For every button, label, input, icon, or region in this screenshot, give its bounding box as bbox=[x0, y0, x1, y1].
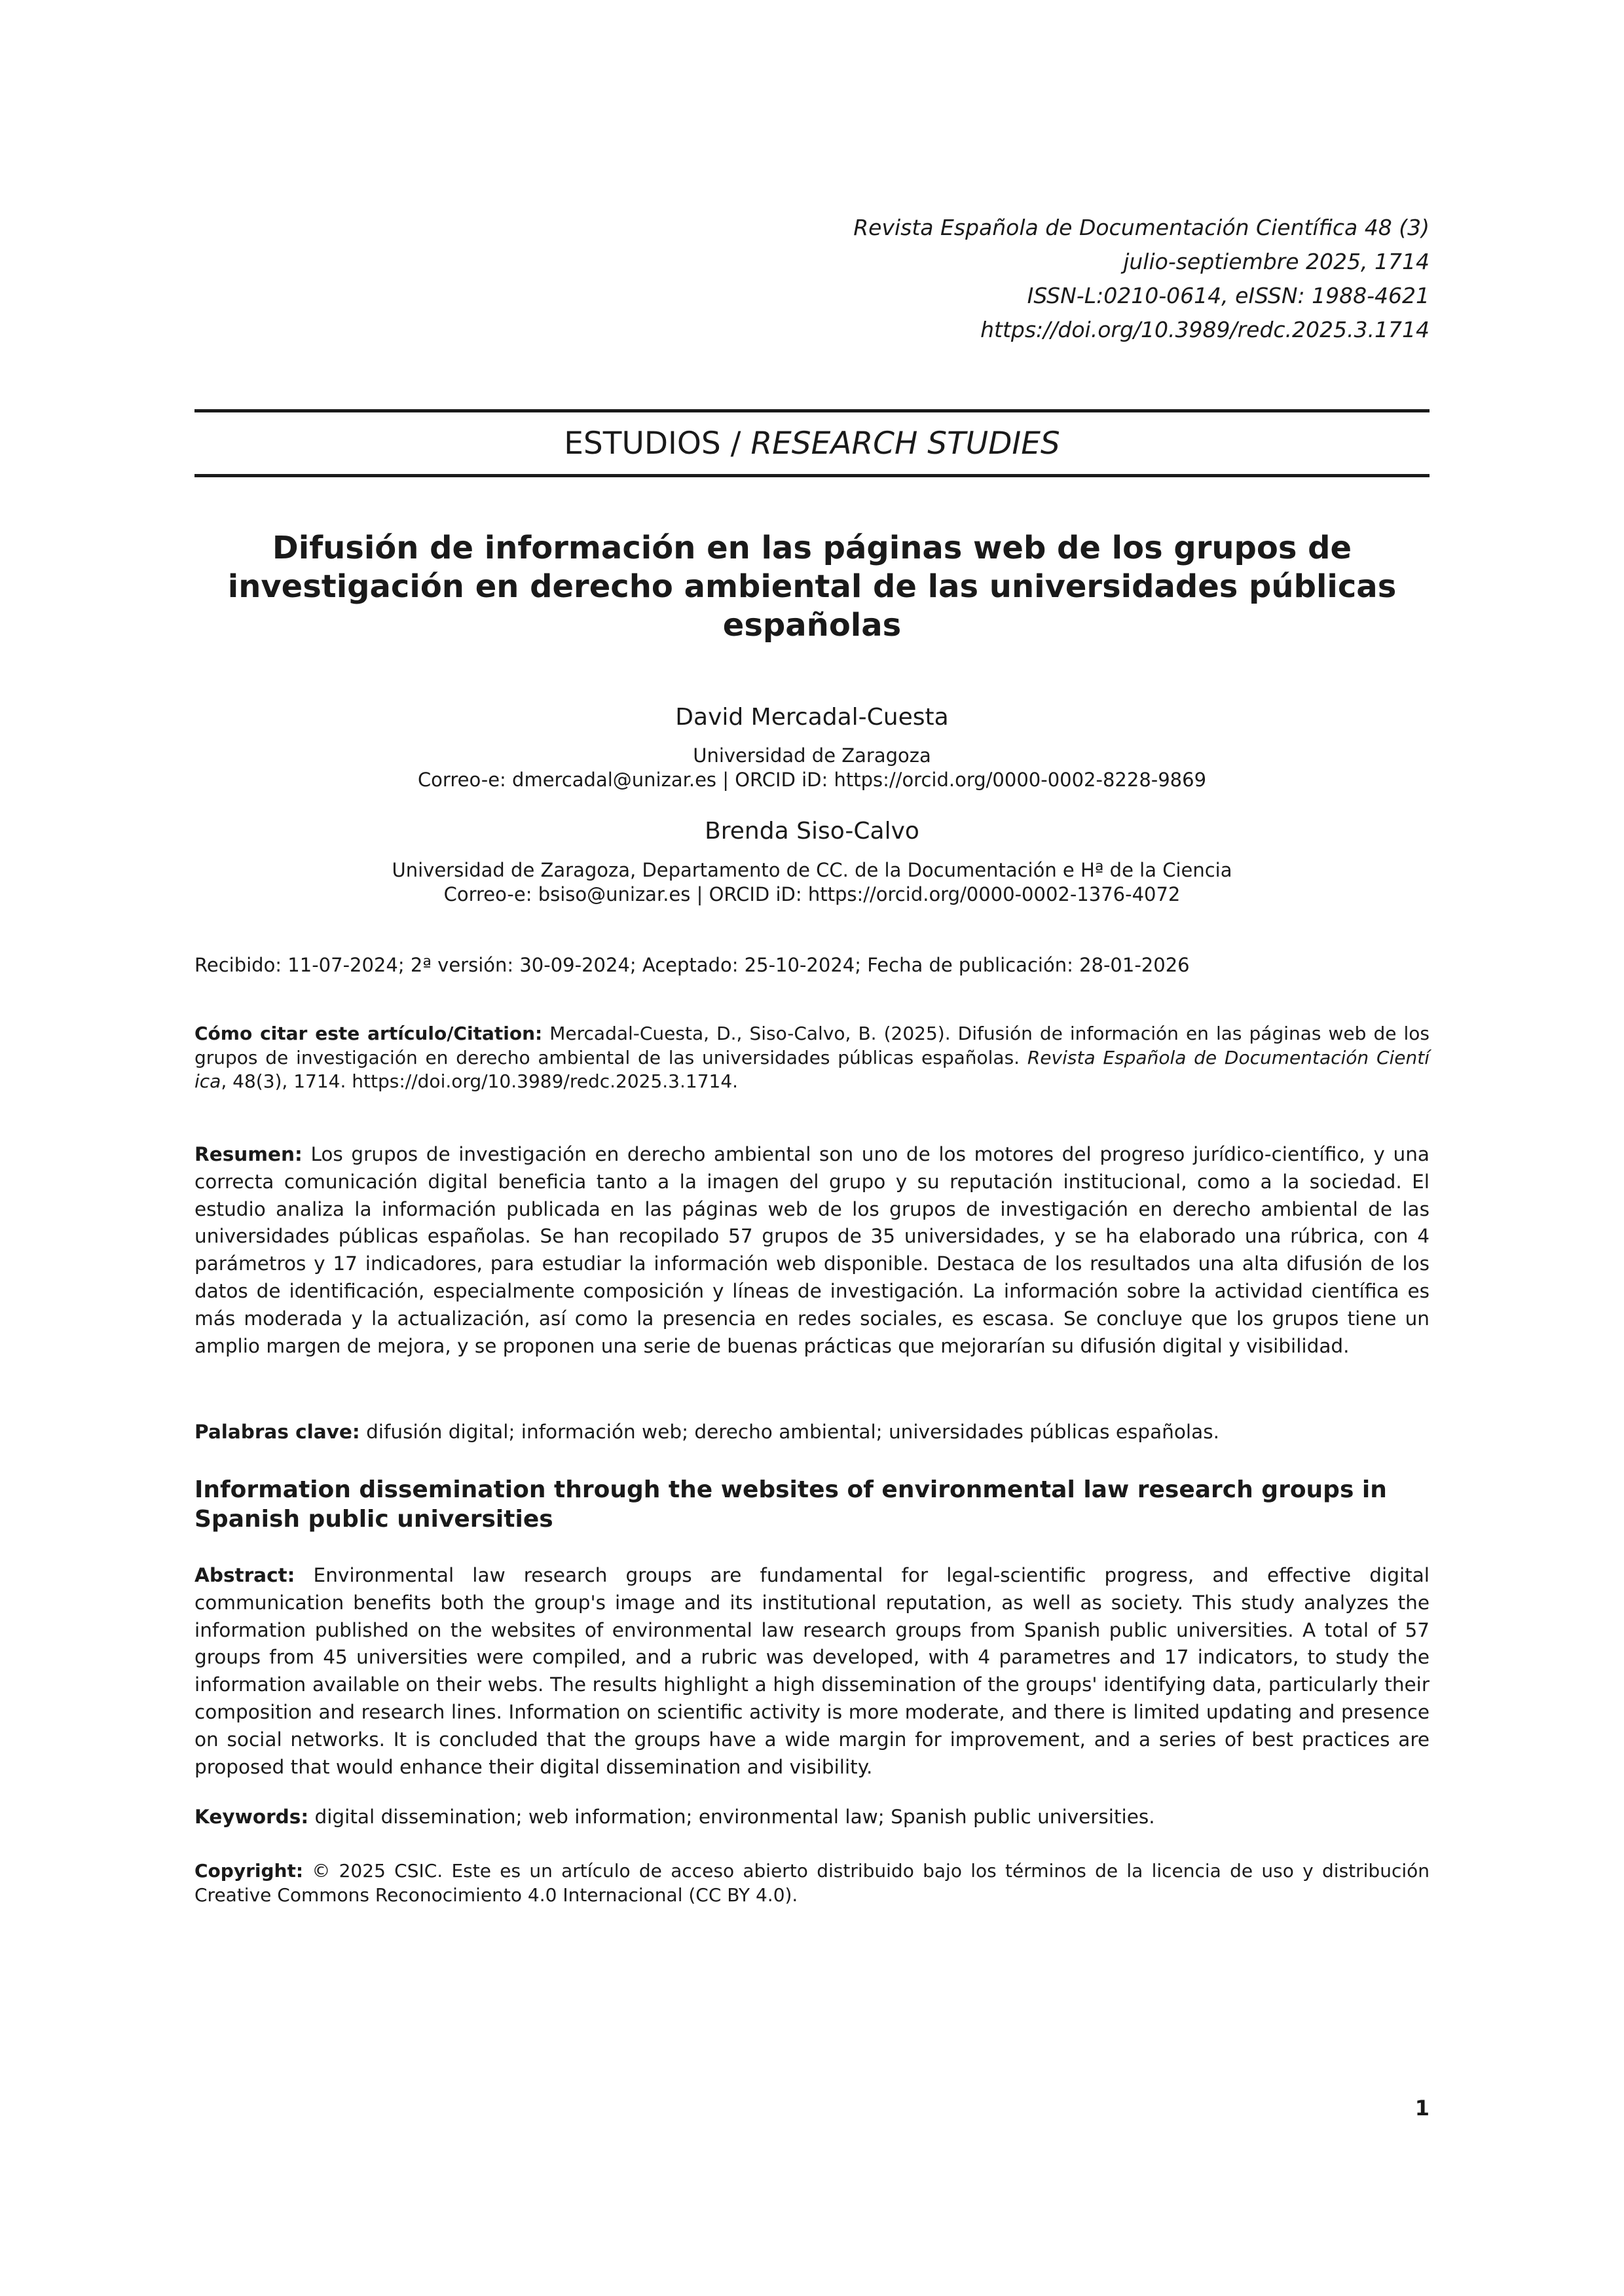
section-label-en: RESEARCH STUDIES bbox=[750, 426, 1060, 462]
keywords-label: Keywords: bbox=[194, 1806, 309, 1828]
author-contact[interactable]: Correo-e: dmercadal@unizar.es | ORCID iD: https://orcid.org/0000-0002-8228-9869 bbox=[417, 769, 1207, 791]
palabras-clave-label: Palabras clave: bbox=[194, 1421, 360, 1443]
article-title: Difusión de información en las páginas web de los grupos de investigación en derecho ambiental de las universidades públicas españolas bbox=[227, 530, 1397, 644]
section-rule-top bbox=[194, 409, 1430, 412]
palabras-clave-text: difusión digital; información web; derecho ambiental; universidades públicas españolas. bbox=[360, 1421, 1219, 1443]
section-rule-bottom bbox=[194, 474, 1430, 477]
publication-dates: Recibido: 11-07-2024; 2ª versión: 30-09-2024; Aceptado: 25-10-2024; Fecha de publicación: 28-01-2026 bbox=[194, 954, 1190, 976]
citation-text: Mercadal-Cuesta, D., Siso-Calvo, B. (2025). Difusión de información en las páginas web de los grupos de investigación en derecho ambiental de las universidades públicas españolas. bbox=[194, 1023, 1430, 1068]
abstract-block bbox=[194, 1562, 1430, 1781]
copyright-text: © 2025 CSIC. Este es un artículo de acceso abierto distribuido bajo los términos de la licencia de uso y distribución Creative Commons Reconocimiento 4.0 Internacional (CC BY 4.0). bbox=[194, 1860, 1430, 1906]
citation-label: Cómo citar este artículo/Citation: bbox=[194, 1023, 543, 1044]
author-name: Brenda Siso-Calvo bbox=[705, 818, 919, 845]
resumen-text: Los grupos de investigación en derecho ambiental son uno de los motores del progreso jurídico-científico, y una correcta comunicación digital beneficia tanto a la imagen del grupo y su reputación institucional, como a la sociedad. El estudio analiza la información publicada en las páginas web de los grupos de investigación en derecho ambiental de las universidades públicas españolas. Se han recopilado 57 grupos de 35 universidades, y se ha elaborado una rúbrica, con 4 parámetros y 17 indicadores, para estudiar la información web disponible. Destaca de los resultados una alta difusión de los datos de identificación, especialmente composición y líneas de investigación. La información sobre la actividad científica es más moderada y la actualización, así como la presencia en redes sociales, es escasa. Se concluye que los grupos tiene un amplio margen de mejora, y se proponen una serie de buenas prácticas que mejorarían su difusión digital y visibilidad. bbox=[194, 1143, 1430, 1357]
copyright-label: Copyright: bbox=[194, 1860, 304, 1882]
copyright-block bbox=[194, 1859, 1430, 1907]
citation-journal: Revista Española de Documentación Cientí ica bbox=[194, 1046, 1430, 1092]
author-contact[interactable]: Correo-e: bsiso@unizar.es | ORCID iD: https://orcid.org/0000-0002-1376-4072 bbox=[443, 883, 1181, 905]
journal-name: Revista Española de Documentación Científica 48 (3) bbox=[853, 215, 1430, 240]
journal-doi-link[interactable]: https://doi.org/10.3989/redc.2025.3.1714 bbox=[980, 317, 1430, 342]
author-affiliation: Universidad de Zaragoza, Departamento de CC. de la Documentación e Hª de la Ciencia bbox=[392, 859, 1232, 881]
resumen-block bbox=[194, 1141, 1430, 1360]
citation-rest[interactable]: , 48(3), 1714. https://doi.org/10.3989/redc.2025.3.1714. bbox=[221, 1070, 739, 1092]
section-label bbox=[194, 424, 1430, 464]
resumen-label: Resumen: bbox=[194, 1143, 303, 1165]
keywords-block bbox=[194, 1804, 1430, 1831]
author-name: David Mercadal-Cuesta bbox=[675, 704, 949, 731]
abstract-label: Abstract: bbox=[194, 1564, 295, 1586]
journal-issue-date: julio-septiembre 2025, 1714 bbox=[1123, 249, 1430, 274]
journal-issn: ISSN-L:0210-0614, eISSN: 1988-4621 bbox=[1027, 283, 1430, 308]
keywords-text: digital dissemination; web information; environmental law; Spanish public universities. bbox=[308, 1806, 1155, 1828]
english-title: Information dissemination through the websites of environmental law research groups in Spanish public universities bbox=[194, 1476, 1387, 1533]
abstract-text: Environmental law research groups are fundamental for legal-scientific progress, and effective digital communication benefits both the group's image and its institutional reputation, as well as society. This study analyzes the information published on the websites of environmental law research groups from Spanish public universities. A total of 57 groups from 45 universities were compiled, and a rubric was developed, with 4 parametres and 17 indicators, to study the information available on their webs. The results highlight a high dissemination of the groups' identifying data, particularly their composition and research lines. Information on scientific activity is more moderate, and there is limited updating and presence on social networks. It is concluded that the groups have a wide margin for improvement, and a series of best practices are proposed that would enhance their digital dissemination and visibility. bbox=[194, 1564, 1430, 1778]
journal-header bbox=[853, 211, 1430, 347]
palabras-clave-block bbox=[194, 1419, 1430, 1446]
citation-block bbox=[194, 1022, 1430, 1094]
section-label-es: ESTUDIOS / bbox=[564, 426, 751, 462]
page-number: 1 bbox=[1414, 2096, 1430, 2121]
author-affiliation: Universidad de Zaragoza bbox=[693, 744, 931, 767]
